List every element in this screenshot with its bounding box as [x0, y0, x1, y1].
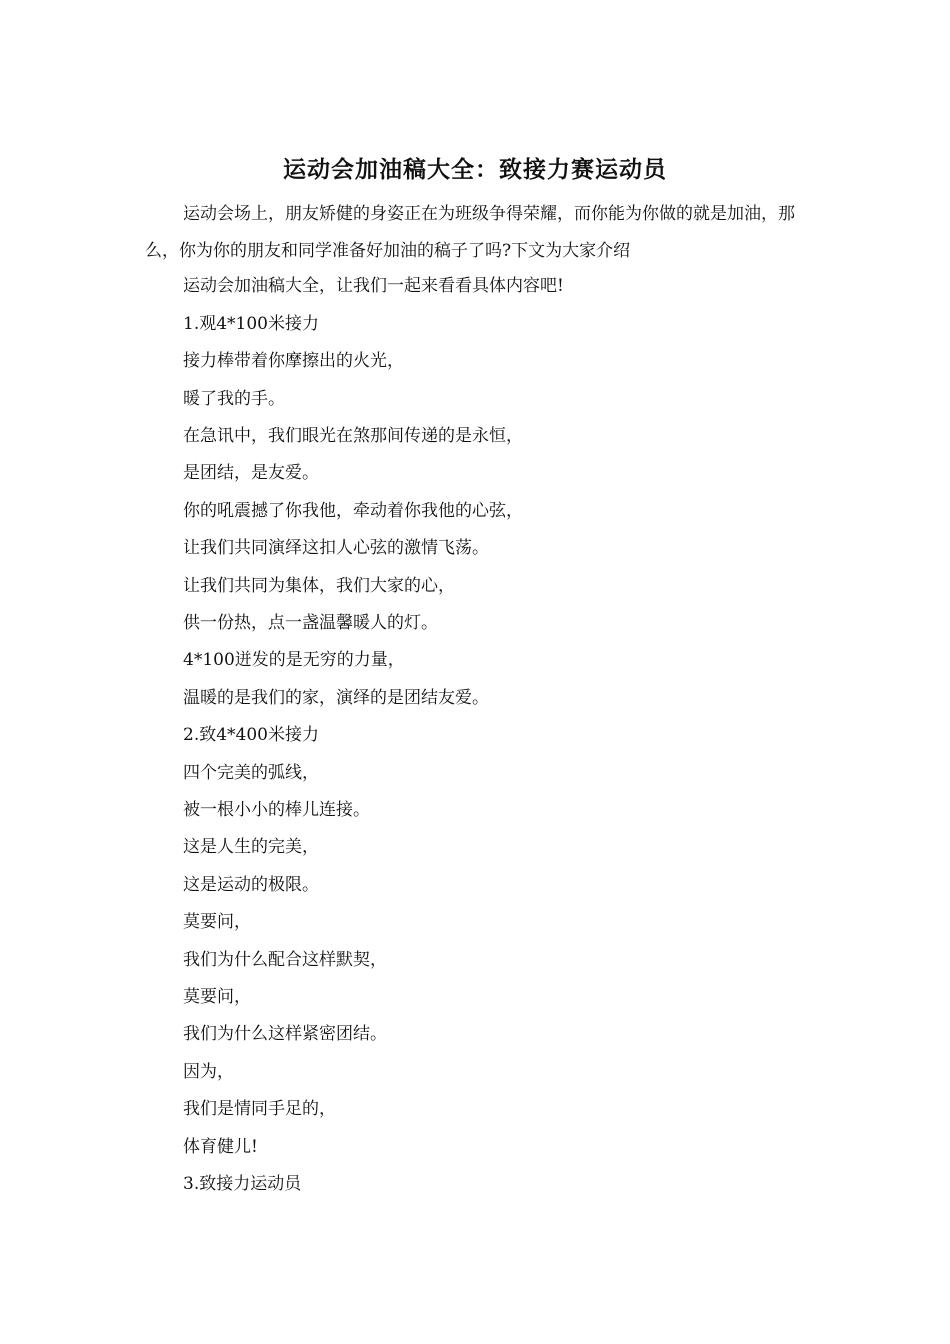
text-line: 莫要问， — [183, 987, 251, 1007]
text-line: 莫要问， — [183, 912, 251, 932]
section-heading: 2.致4*400米接力 — [183, 725, 319, 745]
text-line: 接力棒带着你摩擦出的火光， — [183, 351, 404, 371]
text-line: 我们为什么配合这样默契， — [183, 950, 387, 970]
text-line: 体育健儿! — [183, 1137, 258, 1157]
section-heading: 3.致接力运动员 — [183, 1174, 302, 1194]
text-line: 暖了我的手。 — [183, 389, 285, 409]
section-heading: 1.观4*100米接力 — [183, 314, 319, 334]
text-line: 4*100迸发的是无穷的力量， — [183, 650, 405, 670]
text-line: 我们是情同手足的， — [183, 1099, 336, 1119]
text-line: 四个完美的弧线， — [183, 763, 319, 783]
text-line: 供一份热，点一盏温馨暖人的灯。 — [183, 613, 438, 633]
text-line: 被一根小小的棒儿连接。 — [183, 800, 370, 820]
text-line: 让我们共同为集体，我们大家的心， — [183, 576, 455, 596]
text-line: 让我们共同演绎这扣人心弦的激情飞荡。 — [183, 538, 489, 558]
text-line: 在急讯中，我们眼光在煞那间传递的是永恒， — [183, 426, 523, 446]
text-line: 运动会加油稿大全，让我们一起来看看具体内容吧! — [183, 276, 564, 296]
intro-paragraph: 运动会场上，朋友矫健的身姿正在为班级争得荣耀，而你能为你做的就是加油，那么，你为你的朋友和同学准备好加油的稿子了吗?下文为大家介绍 — [145, 204, 795, 261]
text-line: 我们为什么这样紧密团结。 — [183, 1024, 387, 1044]
text-line: 是团结，是友爱。 — [183, 463, 319, 483]
document-title: 运动会加油稿大全：致接力赛运动员 — [283, 156, 667, 183]
text-line: 这是运动的极限。 — [183, 875, 319, 895]
text-line: 温暖的是我们的家，演绎的是团结友爱。 — [183, 688, 489, 708]
text-line: 因为， — [183, 1062, 234, 1082]
text-line: 你的吼震撼了你我他，牵动着你我他的心弦， — [183, 501, 523, 521]
text-line: 这是人生的完美， — [183, 837, 319, 857]
